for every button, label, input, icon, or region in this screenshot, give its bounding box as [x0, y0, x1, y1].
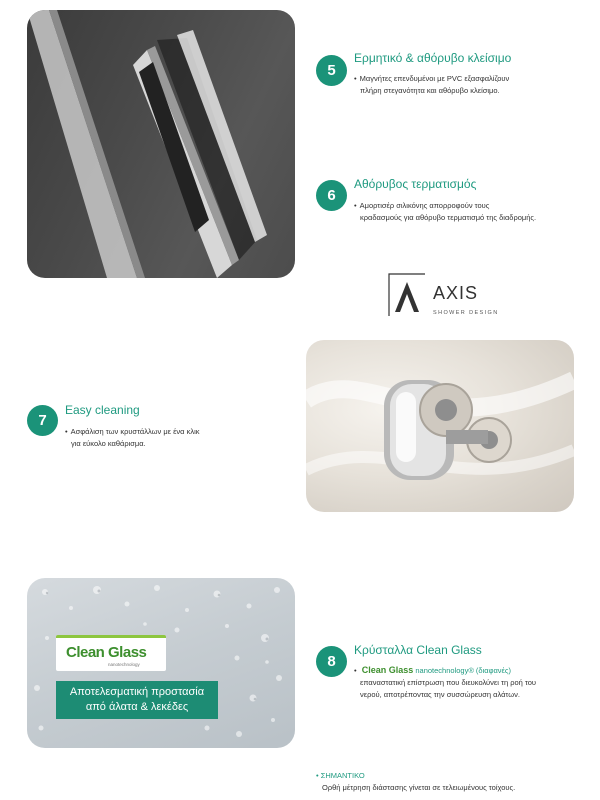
note-text: Ορθή μέτρηση διάστασης γίνεται σε τελειωμένους τοίχους. — [322, 783, 516, 792]
clean-glass-banner: Αποτελεσματική προστασία από άλατα & λεκέδες — [56, 681, 218, 719]
feature-6-title: Αθόρυβος τερματισμός — [354, 177, 477, 191]
note-heading: • ΣΗΜΑΝΤΙΚΟ — [316, 771, 365, 780]
clean-glass-label-title: Clean Glass — [66, 644, 147, 661]
logo-name: AXIS — [433, 283, 479, 303]
clean-glass-label-subtitle: nanotechnology — [108, 662, 140, 667]
feature-7-badge: 7 — [27, 405, 58, 436]
feature-8-badge: 8 — [316, 646, 347, 677]
feature-6-badge: 6 — [316, 180, 347, 211]
feature-8-description: • Clean Glass nanotechnology® (διαφανές) επαναστατική επίστρωση που διευκολύνει τη ροή του νερού, αποτρέποντας την συσσώρευση αλάτων. — [354, 665, 537, 699]
clean-glass-brand: Clean Glass — [361, 665, 414, 675]
handle-illustration — [27, 10, 295, 278]
roller-photo — [306, 340, 574, 512]
feature-8-title: Κρύσταλλα Clean Glass — [354, 643, 482, 657]
feature-5-title: Ερμητικό & αθόρυβο κλείσιμο — [354, 51, 512, 65]
logo-tagline: SHOWER DESIGN — [433, 310, 499, 316]
feature-6-description: • Αμορτισέρ σιλικόνης απορροφούν τους κραδασμούς για αθόρυβο τερματισμό της διαδρομής. — [354, 201, 537, 222]
handle-photo — [27, 10, 295, 278]
axis-logo-mark-icon — [387, 272, 427, 318]
important-note — [316, 770, 515, 794]
clean-glass-label — [56, 635, 166, 671]
axis-logo — [387, 272, 517, 322]
feature-5-description: • Μαγνήτες επενδυμένοι με PVC εξασφαλίζουν πλήρη στεγανότητα και αθόρυβο κλείσιμο. — [354, 74, 510, 95]
feature-7-description: • Ασφάλιση των κρυστάλλων με ένα κλικ για εύκολο καθάρισμα. — [65, 427, 200, 448]
feature-7-title: Easy cleaning — [65, 403, 140, 417]
roller-illustration — [306, 340, 574, 512]
feature-5-badge: 5 — [316, 55, 347, 86]
